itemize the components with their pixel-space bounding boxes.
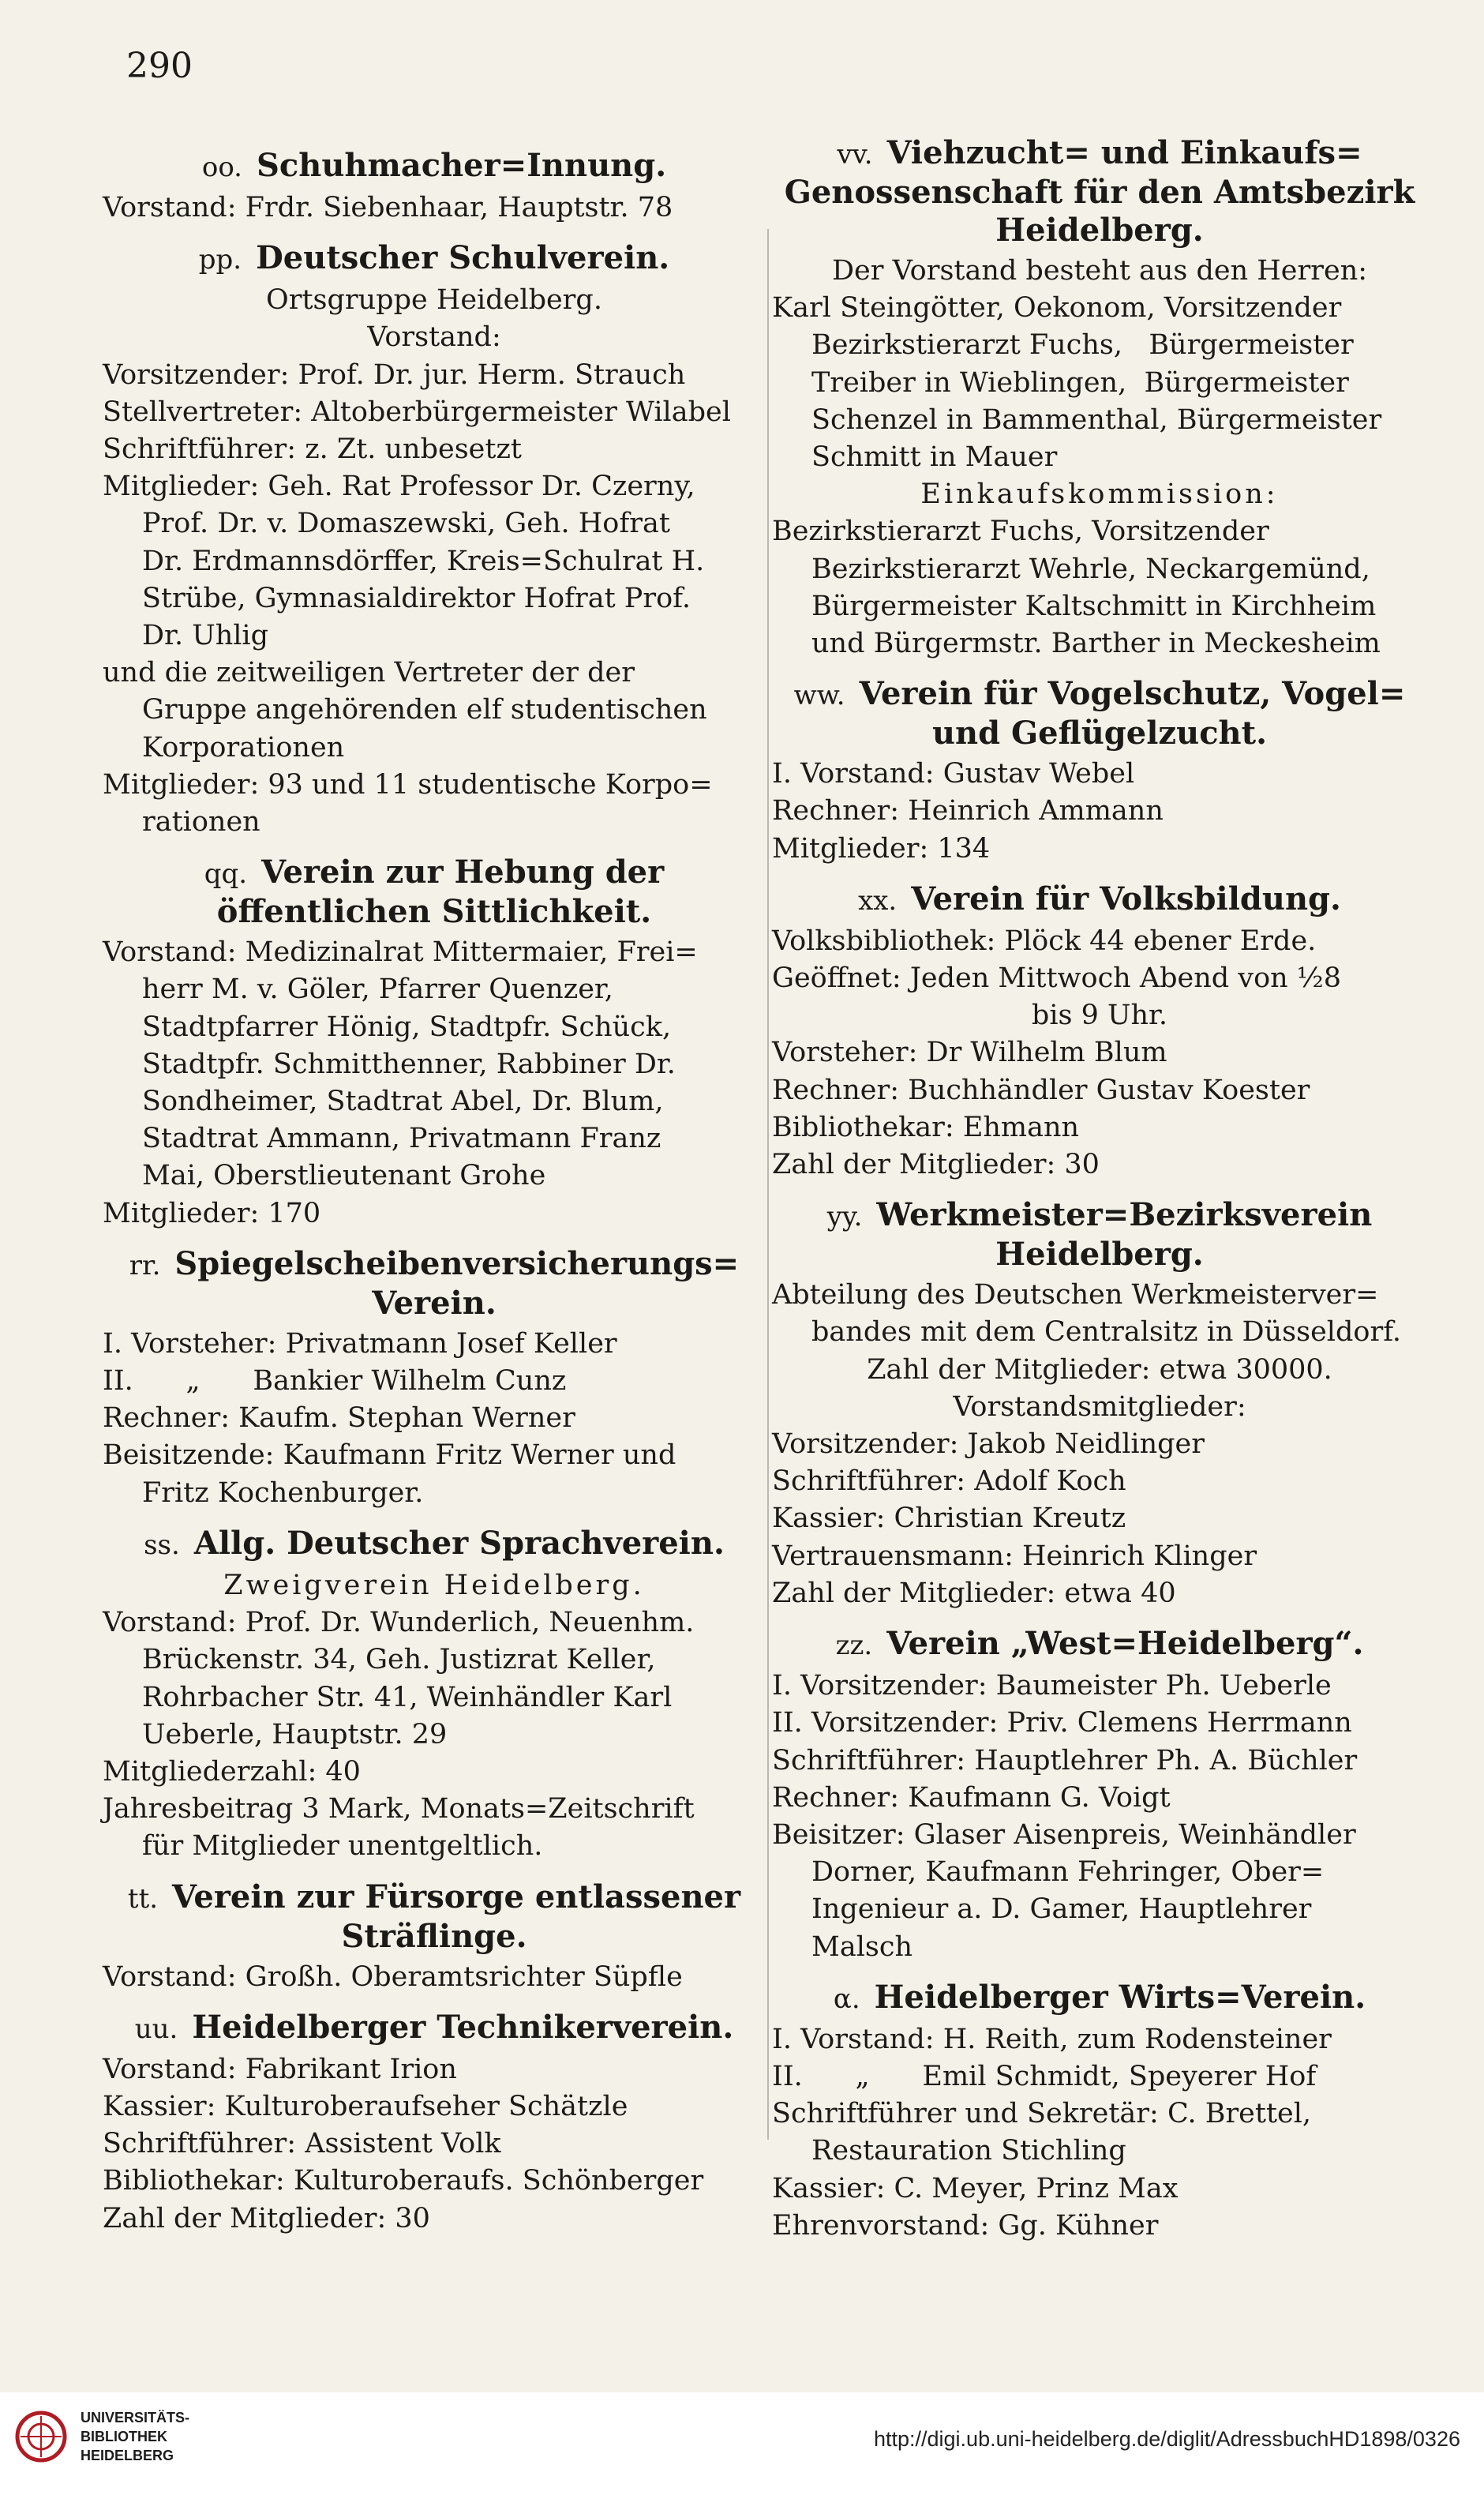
entry-line: Rechner: Kaufm. Stephan Werner (103, 1402, 575, 1435)
entry-line: Vorstandsmitglieder: (953, 1390, 1246, 1423)
section-letters: ww. (793, 680, 845, 712)
directory-section (772, 1196, 1427, 1612)
entry-line: Restauration Stichling (811, 2135, 1126, 2167)
section-heading (772, 1625, 1427, 1664)
directory-section (103, 239, 766, 841)
section-letters: ss. (144, 1529, 180, 1561)
library-logo[interactable] (14, 2408, 189, 2465)
entry-line: Zahl der Mitglieder: 30 (772, 1149, 1100, 1181)
entry-line: I. Vorsteher: Privatmann Josef Keller (103, 1327, 617, 1360)
library-seal-icon (14, 2410, 68, 2463)
entry-line: Jahresbeitrag 3 Mark, Monats=Zeitschrift (103, 1793, 695, 1825)
section-heading (772, 134, 1427, 250)
entry-line: Dr. Erdmannsdörffer, Kreis=Schulrat H. (142, 545, 705, 577)
entry-line: Mitglieder: 170 (103, 1197, 321, 1229)
section-title-text: Deutscher Schulverein. (256, 239, 670, 277)
entry-line: Volksbibliothek: Plöck 44 ebener Erde. (772, 925, 1317, 957)
section-letters: tt. (127, 1882, 159, 1915)
entry-line: Stellvertreter: Altoberbürgermeister Wilabel (103, 396, 731, 428)
entry-line: Kassier: Kulturoberaufseher Schätzle (103, 2090, 628, 2122)
directory-section (103, 1878, 766, 1996)
entry-line: Stadtpfr. Schmitthenner, Rabbiner Dr. (142, 1048, 676, 1080)
directory-section (103, 1525, 766, 1866)
entry-line: Schenzel in Bammenthal, Bürgermeister (811, 403, 1382, 436)
section-heading (772, 1196, 1427, 1274)
entry-line: rationen (142, 806, 260, 839)
entry-line: Schriftführer: z. Zt. unbesetzt (103, 433, 522, 466)
entry-line: Bezirkstierarzt Fuchs, Vorsitzender (772, 516, 1269, 548)
entry-line: Mitglieder: 134 (772, 832, 991, 865)
section-title-text: Schuhmacher=Innung. (257, 147, 667, 184)
entry-line: für Mitglieder unentgeltlich. (142, 1830, 543, 1863)
entry-line: Brückenstr. 34, Geh. Justizrat Keller, (142, 1644, 656, 1676)
entry-line: Geöffnet: Jeden Mittwoch Abend von ½8 (772, 962, 1342, 995)
entry-line: Ueberle, Hauptstr. 29 (142, 1718, 448, 1750)
section-heading (772, 1979, 1427, 2018)
directory-section (772, 1979, 1427, 2245)
entry-line: II. Vorsitzender: Priv. Clemens Herrmann (772, 1707, 1352, 1739)
section-letters: vv. (837, 139, 873, 171)
entry-line: Rechner: Heinrich Ammann (772, 795, 1164, 827)
entry-line: Mitgliederzahl: 40 (103, 1755, 361, 1788)
entry-line: Karl Steingötter, Oekonom, Vorsitzender (772, 292, 1342, 325)
entry-line: herr M. v. Göler, Pfarrer Quenzer, (142, 974, 613, 1006)
entry-line: Schriftführer und Sekretär: C. Brettel, (772, 2098, 1312, 2130)
entry-line: Bezirkstierarzt Fuchs, Bürgermeister (811, 329, 1354, 362)
entry-line: Schmitt in Mauer (811, 441, 1058, 474)
section-heading (772, 675, 1427, 752)
section-title-text: Verein zur Fürsorge entlassener Sträflinge. (172, 1878, 741, 1955)
entry-line: Treiber in Wieblingen, Bürgermeister (811, 366, 1349, 399)
entry-line: Vorsitzender: Jakob Neidlinger (772, 1428, 1205, 1461)
section-title-text: Spiegelscheibenversicherungs= Verein. (174, 1244, 740, 1322)
entry-line: Rechner: Kaufmann G. Voigt (772, 1781, 1171, 1814)
entry-line: II. „ Emil Schmidt, Speyerer Hof (772, 2060, 1317, 2092)
section-letters: zz. (835, 1630, 873, 1662)
logo-line: UNIVERSITÄTS- (81, 2410, 190, 2426)
section-title-text: Allg. Deutscher Sprachverein. (193, 1524, 725, 1562)
entry-line: Schriftführer: Assistent Volk (103, 2128, 501, 2160)
entry-line: Korporationen (142, 731, 345, 764)
section-title-text: Verein „West=Heidelberg“. (886, 1625, 1364, 1663)
entry-line: Mitglieder: Geh. Rat Professor Dr. Czerny, (103, 471, 695, 503)
entry-line: Malsch (811, 1930, 913, 1963)
entry-line: Stadtpfarrer Hönig, Stadtpfr. Schück, (142, 1011, 672, 1043)
entry-line: bandes mit dem Centralsitz in Düsseldorf. (811, 1316, 1402, 1349)
section-letters: xx. (858, 884, 898, 917)
entry-line: Schriftführer: Adolf Koch (772, 1465, 1126, 1498)
footer-bar (0, 2392, 1484, 2495)
entry-line: und Bürgermstr. Barther in Meckesheim (811, 628, 1381, 660)
entry-line: Zahl der Mitglieder: etwa 30000. (867, 1353, 1332, 1386)
entry-line: und die zeitweiligen Vertreter der der (103, 657, 635, 689)
entry-line: Vorsitzender: Prof. Dr. jur. Herm. Strauch (103, 358, 686, 391)
section-heading (772, 880, 1427, 920)
directory-section (772, 880, 1427, 1184)
entry-line: Beisitzende: Kaufmann Fritz Werner und (103, 1439, 676, 1472)
library-logo-text (81, 2408, 189, 2465)
column-right (772, 134, 1427, 2256)
entry-line: Dr. Uhlig (142, 620, 269, 652)
section-letters: uu. (134, 2013, 178, 2045)
entry-line: Kassier: Christian Kreutz (772, 1503, 1126, 1535)
entry-line: Bibliothekar: Ehmann (772, 1111, 1080, 1143)
section-letters: α. (833, 1983, 860, 2015)
section-heading (103, 1245, 766, 1323)
section-title-text: Heidelberger Technikerverein. (192, 2008, 734, 2046)
entry-line: Prof. Dr. v. Domaszewski, Geh. Hofrat (142, 508, 670, 540)
logo-line: BIBLIOTHEK (81, 2429, 167, 2444)
section-title-text: Verein zur Hebung der öffentlichen Sittlichkeit. (216, 854, 665, 931)
section-title-text: Viehzucht= und Einkaufs= Genossenschaft für den Amtsbezirk Heidelberg. (784, 134, 1415, 249)
entry-line: Vorstand: (367, 321, 501, 354)
entry-line: Vorstand: Prof. Dr. Wunderlich, Neuenhm. (103, 1607, 695, 1639)
entry-line: Dorner, Kaufmann Fehringer, Ober= (811, 1856, 1325, 1889)
logo-line: HEIDELBERG (81, 2448, 174, 2463)
section-letters: rr. (129, 1249, 161, 1281)
entry-line: Zahl der Mitglieder: 30 (103, 2202, 430, 2234)
entry-line: Beisitzer: Glaser Aisenpreis, Weinhändler (772, 1818, 1356, 1851)
entry-line: Zweigverein Heidelberg. (223, 1569, 645, 1601)
section-letters: qq. (204, 858, 248, 891)
entry-line: Zahl der Mitglieder: etwa 40 (772, 1577, 1176, 1609)
section-title-text: Verein für Vogelschutz, Vogel= und Geflügelzucht. (859, 675, 1406, 752)
entry-line: Gruppe angehörenden elf studentischen (142, 694, 707, 726)
entry-line: Vorstand: Großh. Oberamtsrichter Süpfle (103, 1960, 683, 1993)
entry-line: Der Vorstand besteht aus den Herren: (831, 255, 1368, 287)
entry-line: Rechner: Buchhändler Gustav Koester (772, 1074, 1310, 1106)
section-title-text: Verein für Volksbildung. (911, 880, 1341, 917)
section-heading (103, 2009, 766, 2048)
entry-line: Kassier: C. Meyer, Prinz Max (772, 2172, 1179, 2204)
directory-section (103, 147, 766, 227)
section-heading (103, 1525, 766, 1564)
section-heading (103, 854, 766, 931)
directory-section (772, 675, 1427, 868)
entry-line: I. Vorstand: Gustav Webel (772, 758, 1135, 790)
entry-line: Ortsgruppe Heidelberg. (266, 284, 602, 317)
section-letters: pp. (198, 244, 242, 276)
entry-line: Strübe, Gymnasialdirektor Hofrat Prof. (142, 582, 691, 614)
entry-line: Bürgermeister Kaltschmitt in Kirchheim (811, 590, 1377, 622)
entry-line: Bezirkstierarzt Wehrle, Neckargemünd, (811, 553, 1370, 585)
directory-section (772, 1625, 1427, 1966)
entry-line: Stadtrat Ammann, Privatmann Franz (142, 1123, 661, 1155)
section-heading (103, 147, 766, 186)
entry-line: Ehrenvorstand: Gg. Kühner (772, 2209, 1159, 2242)
directory-section (103, 1245, 766, 1512)
entry-line: I. Vorsitzender: Baumeister Ph. Ueberle (772, 1670, 1332, 1702)
source-url-link[interactable]: http://digi.ub.uni-heidelberg.de/diglit/AdressbuchHD1898/0326 (873, 2427, 1460, 2451)
section-title-text: Werkmeister=Bezirksverein Heidelberg. (876, 1196, 1373, 1274)
entry-line: Ingenieur a. D. Gamer, Hauptlehrer (811, 1893, 1312, 1926)
entry-line: I. Vorstand: H. Reith, zum Rodensteiner (772, 2023, 1332, 2055)
entry-line: Sondheimer, Stadtrat Abel, Dr. Blum, (142, 1086, 664, 1118)
entry-line: Schriftführer: Hauptlehrer Ph. A. Büchler (772, 1744, 1358, 1777)
entry-line: Mai, Oberstlieutenant Grohe (142, 1160, 546, 1192)
section-title-text: Heidelberger Wirts=Verein. (874, 1978, 1366, 2016)
entry-line: Vertrauensmann: Heinrich Klinger (772, 1540, 1257, 1572)
entry-line: Fritz Kochenburger. (142, 1476, 424, 1509)
entry-line: Einkaufskommission: (920, 478, 1279, 511)
entry-line: Abteilung des Deutschen Werkmeisterver= (772, 1279, 1379, 1311)
entry-line: Mitglieder: 93 und 11 studentische Korpo= (103, 768, 713, 801)
directory-section (772, 134, 1427, 662)
entry-line: Bibliothekar: Kulturoberaufs. Schönberger (103, 2165, 704, 2197)
column-left (103, 134, 766, 2249)
directory-section (103, 2009, 766, 2238)
entry-line: bis 9 Uhr. (1031, 1000, 1168, 1032)
section-heading (103, 239, 766, 279)
entry-line: Vorstand: Fabrikant Irion (103, 2053, 457, 2085)
entry-line: Vorstand: Frdr. Siebenhaar, Hauptstr. 78 (103, 192, 673, 223)
section-letters: oo. (201, 152, 242, 183)
entry-line: Rohrbacher Str. 41, Weinhändler Karl (142, 1681, 673, 1713)
section-heading (103, 1878, 766, 1956)
section-letters: yy. (826, 1201, 863, 1233)
entry-line: Vorstand: Medizinalrat Mittermaier, Frei= (103, 936, 698, 969)
entry-line: Vorsteher: Dr Wilhelm Blum (772, 1037, 1167, 1069)
column-divider (767, 229, 769, 2140)
page-number: 290 (126, 46, 193, 86)
entry-line: II. „ Bankier Wilhelm Cunz (103, 1365, 567, 1398)
directory-section (103, 854, 766, 1232)
